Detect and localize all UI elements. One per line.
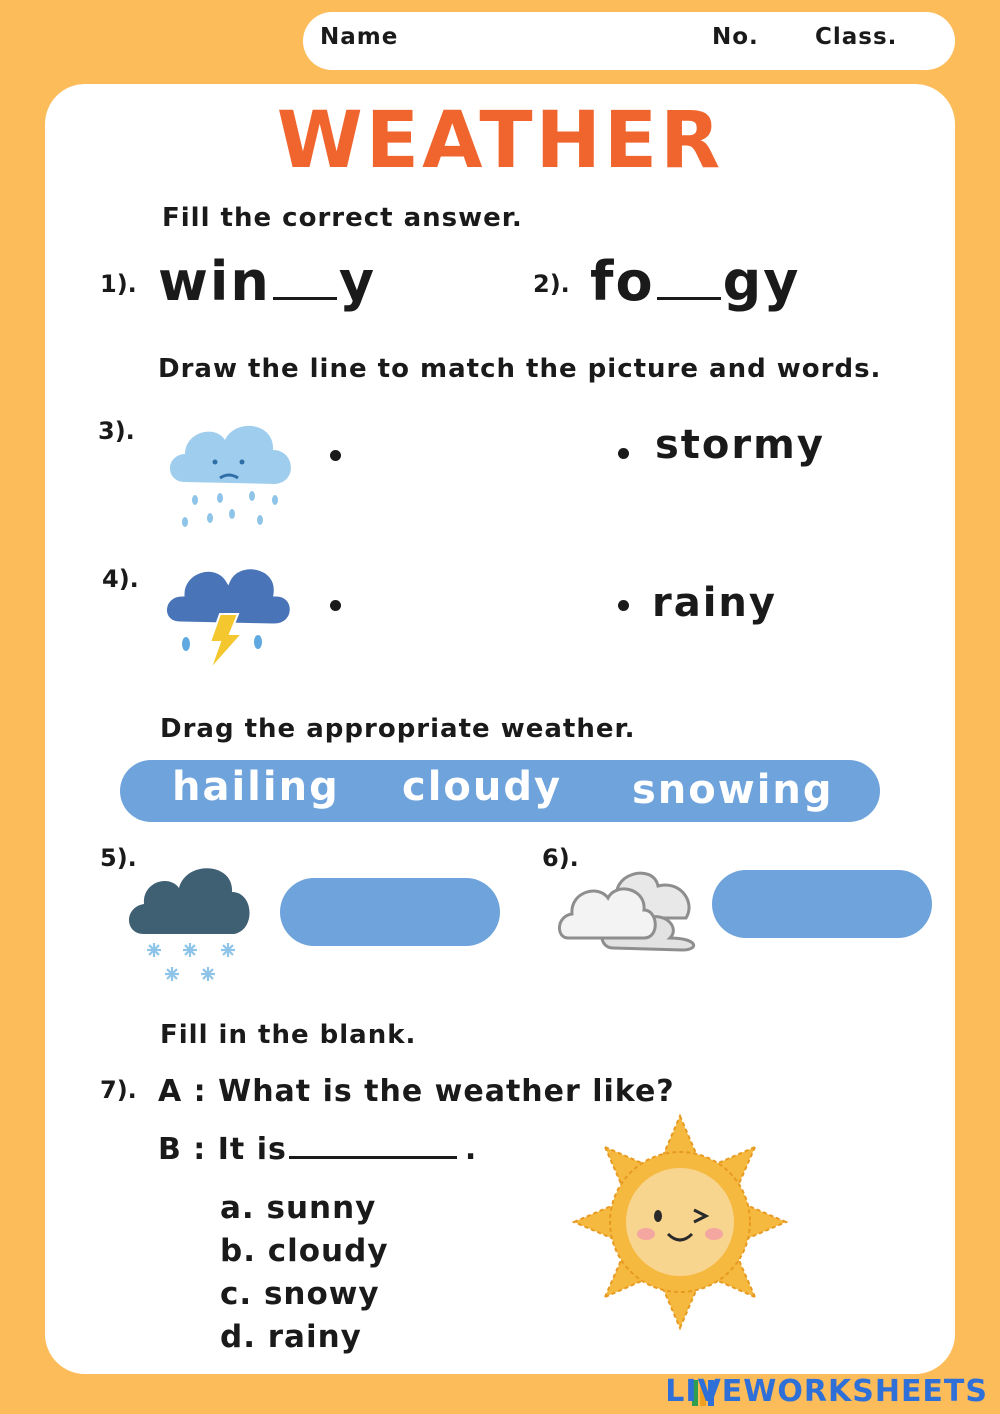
q7-blank-input[interactable] bbox=[289, 1126, 457, 1159]
match-dot-left-4[interactable] bbox=[330, 600, 341, 611]
dialog-b-start: B : It is bbox=[158, 1132, 287, 1167]
drop-box-6[interactable] bbox=[712, 870, 932, 938]
q1-prefix: win bbox=[158, 250, 271, 313]
number-label: No. bbox=[712, 24, 759, 50]
question-number-5: 5). bbox=[100, 844, 137, 872]
snow-cloud-icon bbox=[124, 852, 259, 987]
q2-blank-input[interactable] bbox=[657, 287, 721, 300]
question-number-1: 1). bbox=[100, 270, 137, 298]
class-label: Class. bbox=[815, 24, 898, 50]
question-number-7: 7). bbox=[100, 1076, 137, 1104]
option-a[interactable]: a. sunny bbox=[220, 1190, 377, 1226]
q1-suffix: y bbox=[338, 250, 377, 313]
match-word-stormy: stormy bbox=[655, 422, 825, 468]
option-b[interactable]: b. cloudy bbox=[220, 1233, 389, 1269]
match-dot-left-3[interactable] bbox=[330, 450, 341, 461]
q1-blank-input[interactable] bbox=[273, 287, 337, 300]
page-title: WEATHER bbox=[276, 96, 724, 186]
option-c[interactable]: c. snowy bbox=[220, 1276, 380, 1312]
q2-suffix: gy bbox=[722, 250, 801, 313]
instruction-match: Draw the line to match the picture and words. bbox=[158, 354, 882, 384]
sun-icon bbox=[570, 1112, 790, 1332]
drag-word-hailing[interactable]: hailing bbox=[172, 764, 340, 810]
name-label: Name bbox=[320, 24, 399, 50]
q2-prefix: fo bbox=[590, 250, 655, 313]
drag-word-snowing[interactable]: snowing bbox=[632, 767, 834, 813]
question-number-4: 4). bbox=[102, 565, 139, 593]
option-d[interactable]: d. rainy bbox=[220, 1319, 362, 1355]
question-1-word bbox=[158, 250, 376, 313]
drop-box-5[interactable] bbox=[280, 878, 500, 946]
match-dot-right-stormy[interactable] bbox=[618, 448, 629, 459]
match-word-rainy: rainy bbox=[652, 580, 777, 626]
rain-cloud-icon bbox=[160, 410, 300, 535]
liveworksheets-logo: LIVEWORKSHEETS bbox=[665, 1374, 988, 1409]
storm-cloud-icon bbox=[158, 552, 298, 677]
drag-word-cloudy[interactable]: cloudy bbox=[402, 764, 563, 810]
clouds-icon bbox=[558, 852, 703, 957]
instruction-fill-blank: Fill in the blank. bbox=[160, 1020, 417, 1050]
dialog-b-end: . bbox=[464, 1132, 478, 1167]
question-number-3: 3). bbox=[98, 417, 135, 445]
dialog-line-a: A : What is the weather like? bbox=[158, 1074, 675, 1109]
question-2-word bbox=[590, 250, 800, 313]
question-number-2: 2). bbox=[533, 270, 570, 298]
instruction-fill-answer: Fill the correct answer. bbox=[162, 203, 523, 233]
instruction-drag: Drag the appropriate weather. bbox=[160, 714, 636, 744]
question-number-6: 6). bbox=[542, 844, 579, 872]
match-dot-right-rainy[interactable] bbox=[618, 600, 629, 611]
dialog-line-b bbox=[158, 1126, 477, 1167]
